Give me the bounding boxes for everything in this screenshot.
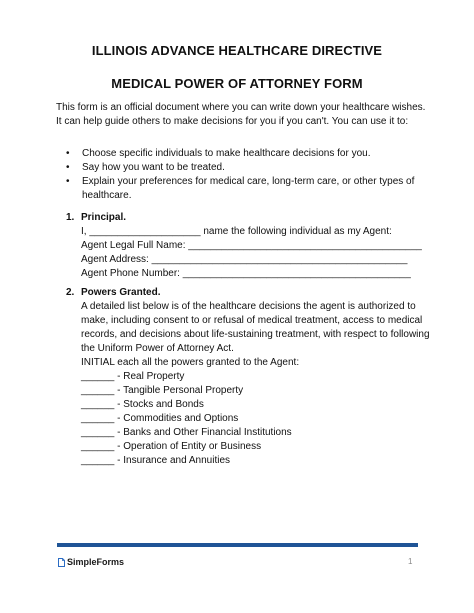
initial-instruction: INITIAL each all the powers granted to the Agent:	[81, 357, 300, 368]
section-powers-granted	[66, 286, 436, 468]
document-icon	[58, 558, 65, 567]
footer-divider	[57, 543, 418, 547]
agent-name-field[interactable]: Agent Legal Full Name: __________________________________________	[81, 240, 422, 251]
footer-brand	[58, 557, 124, 567]
section-body	[66, 225, 436, 281]
agent-phone-field[interactable]: Agent Phone Number: _________________________________________	[81, 268, 411, 279]
principal-name-field[interactable]: I, ____________________ name the following individual as my Agent:	[81, 226, 392, 237]
power-insurance-and-annuities[interactable]: ______ - Insurance and Annuities	[81, 455, 230, 466]
section-title: Powers Granted.	[81, 287, 161, 298]
intro-line: It can help guide others to make decisions for you if you can't. You can use it to:	[56, 116, 409, 127]
power-real-property[interactable]: ______ - Real Property	[81, 371, 185, 382]
agent-address-field[interactable]: Agent Address: ______________________________________________	[81, 254, 408, 265]
section-principal	[66, 211, 436, 281]
section-heading	[66, 286, 436, 300]
purpose-list	[66, 147, 426, 203]
section-number: 1.	[66, 212, 75, 223]
section-title: Principal.	[81, 212, 127, 223]
powers-description: A detailed list below is of the healthcare decisions the agent is authorized to make, including consent to or refusal of medical treatment, access to medical records, and decisions about life-sustaining treatment, with respect to following the Uniform Power of Attorney Act.	[81, 301, 430, 354]
document-subtitle: MEDICAL POWER OF ATTORNEY FORM	[111, 76, 363, 91]
document-title: ILLINOIS ADVANCE HEALTHCARE DIRECTIVE	[91, 43, 383, 58]
brand-name: SimpleForms	[67, 557, 125, 567]
page-number: 1	[408, 557, 413, 566]
section-body	[66, 300, 436, 468]
power-tangible-personal-property[interactable]: ______ - Tangible Personal Property	[81, 385, 244, 396]
section-number: 2.	[66, 287, 75, 298]
list-item: • Say how you want to be treated.	[66, 161, 426, 175]
power-banks-financial-institutions[interactable]: ______ - Banks and Other Financial Institutions	[81, 427, 292, 438]
section-heading	[66, 211, 436, 225]
power-operation-of-entity[interactable]: ______ - Operation of Entity or Business	[81, 441, 262, 452]
intro-paragraph	[56, 101, 436, 129]
power-commodities-and-options[interactable]: ______ - Commodities and Options	[81, 413, 239, 424]
power-stocks-and-bonds[interactable]: ______ - Stocks and Bonds	[81, 399, 204, 410]
list-item: • Choose specific individuals to make healthcare decisions for you.	[66, 147, 426, 161]
intro-line: This form is an official document where you can write down your healthcare wishes.	[56, 102, 426, 113]
list-item: • Explain your preferences for medical care, long-term care, or other types of healthcare.	[66, 175, 426, 203]
